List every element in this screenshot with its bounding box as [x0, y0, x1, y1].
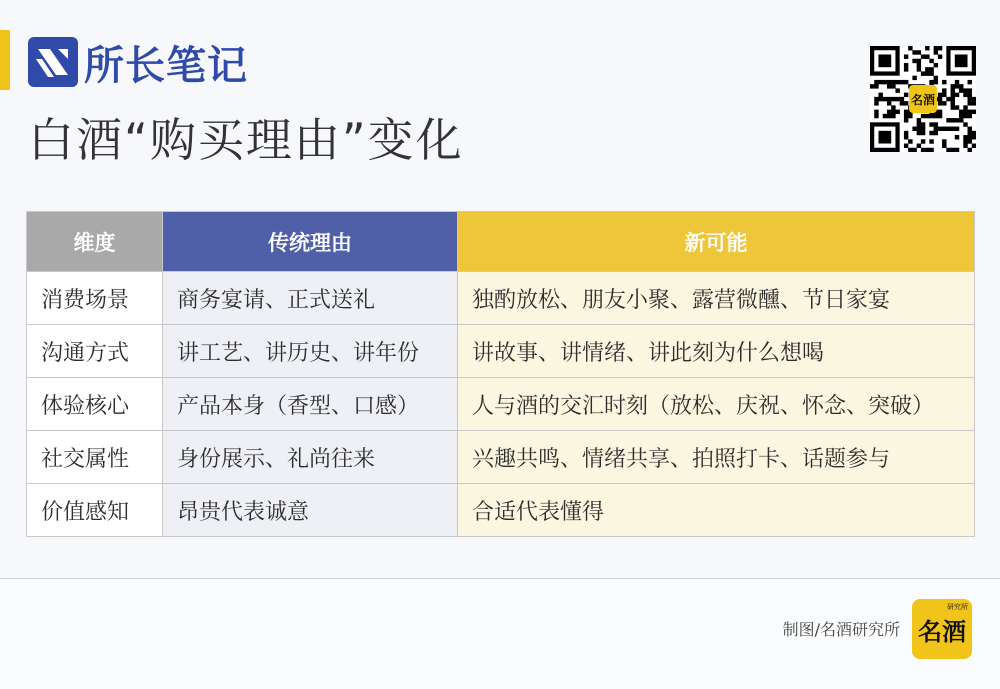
- table-row: [27, 484, 975, 537]
- cell-traditional: 身份展示、礼尚往来: [163, 431, 458, 484]
- column-header-new: 新可能: [458, 212, 975, 272]
- page-title: 白酒“购买理由”变化: [28, 113, 464, 167]
- qr-center-logo: 名酒: [909, 85, 937, 113]
- brand-logo-footer: [912, 599, 972, 659]
- table-row: [27, 325, 975, 378]
- cell-new: 人与酒的交汇时刻（放松、庆祝、怀念、突破）: [458, 378, 975, 431]
- pen-logo-icon: [28, 37, 78, 87]
- column-header-traditional: 传统理由: [163, 212, 458, 272]
- column-header-dimension: 维度: [27, 212, 163, 272]
- table-header-row: [27, 212, 975, 272]
- comparison-table: [26, 211, 975, 537]
- cell-new: 讲故事、讲情绪、讲此刻为什么想喝: [458, 325, 975, 378]
- cell-new: 合适代表懂得: [458, 484, 975, 537]
- brand-logo-text: 名酒: [918, 617, 966, 646]
- cell-traditional: 讲工艺、讲历史、讲年份: [163, 325, 458, 378]
- cell-dimension: 沟通方式: [27, 325, 163, 378]
- cell-dimension: 消费场景: [27, 272, 163, 325]
- cell-dimension: 社交属性: [27, 431, 163, 484]
- logo-text: 所长笔记: [84, 42, 248, 89]
- cell-traditional: 商务宴请、正式送礼: [163, 272, 458, 325]
- table-row: [27, 431, 975, 484]
- table-row: [27, 378, 975, 431]
- brand-logo-subtext: 研究所: [947, 603, 968, 611]
- cell-new: 独酌放松、朋友小聚、露营微醺、节日家宴: [458, 272, 975, 325]
- accent-bar: [0, 30, 10, 90]
- qr-code: [870, 46, 976, 152]
- cell-dimension: 体验核心: [27, 378, 163, 431]
- cell-traditional: 产品本身（香型、口感）: [163, 378, 458, 431]
- cell-dimension: 价值感知: [27, 484, 163, 537]
- credit-text: 制图/名酒研究所: [782, 620, 900, 639]
- cell-traditional: 昂贵代表诚意: [163, 484, 458, 537]
- footer-divider: [0, 578, 1000, 579]
- brand-logo-header: [28, 34, 248, 90]
- table-row: [27, 272, 975, 325]
- cell-new: 兴趣共鸣、情绪共享、拍照打卡、话题参与: [458, 431, 975, 484]
